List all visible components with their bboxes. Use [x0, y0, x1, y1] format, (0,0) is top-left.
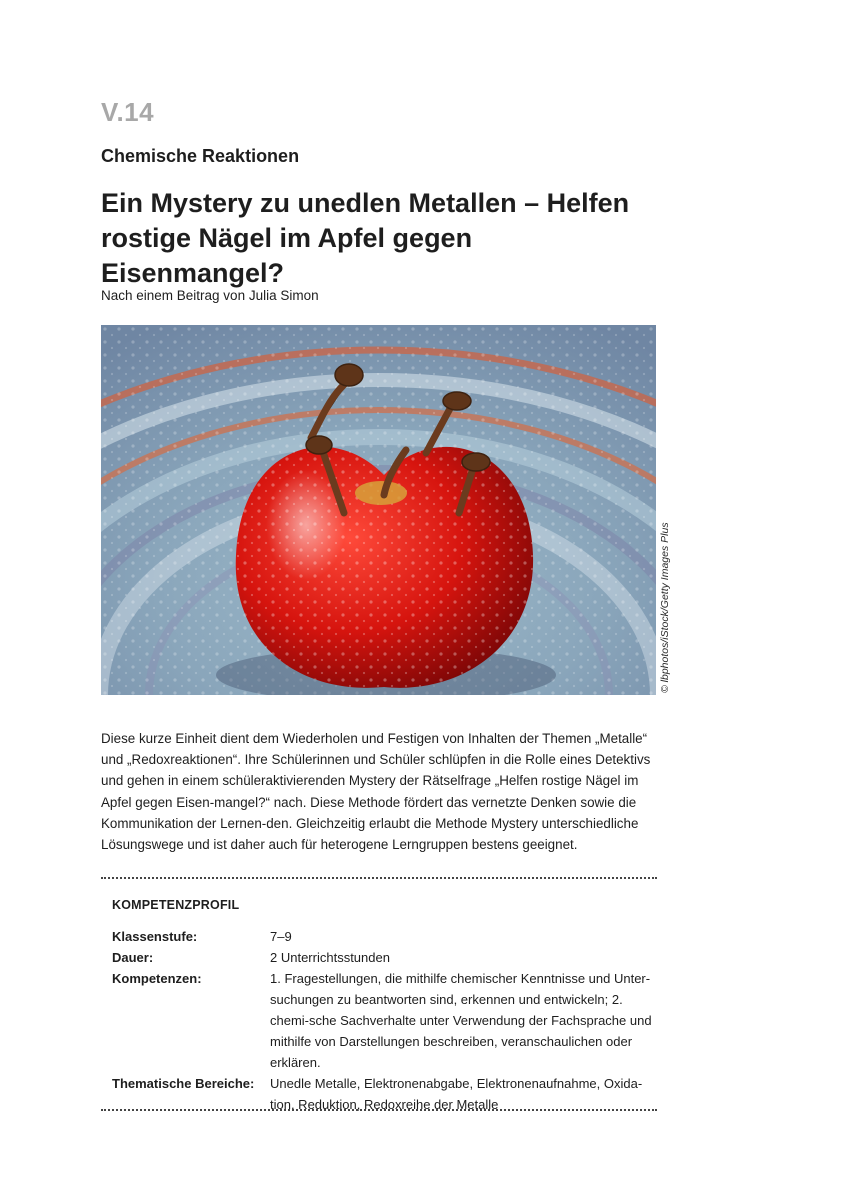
profile-bottom-divider [101, 1109, 657, 1111]
profile-key: Klassenstufe: [112, 929, 198, 944]
author-line: Nach einem Beitrag von Julia Simon [101, 288, 319, 303]
profile-row-competences [112, 968, 652, 1073]
intro-paragraph: Diese kurze Einheit dient dem Wiederholen und Festigen von Inhalten der Themen „Metalle“ und „Redoxreaktionen“. Ihre Schülerinnen und Schüler schlüpfen in die Rolle eines Detektivs und gehen in einem schüleraktivierenden Mystery der Rätselfrage „Helfen rostige Nägel im Apfel gegen Eisen-mangel?“ nach. Diese Methode fördert das vernetzte Denken sowie die Kommunikation der Lernen-den. Gleichzeitig erlaubt die Methode Mystery unterschiedliche Lösungswege und ist daher auch für heterogene Lerngruppen bestens geeignet. [101, 731, 651, 853]
page-title: Ein Mystery zu unedlen Metallen – Helfen rostige Nägel im Apfel gegen Eisenmangel? [101, 188, 630, 288]
profile-value: Unedle Metalle, Elektronenabgabe, Elektronenaufnahme, Oxida-tion, Reduktion, Redoxreihe der Metalle [270, 1076, 643, 1112]
profile-value: 2 Unterrichtsstunden [270, 950, 390, 965]
image-credit: © lbphotos/iStock/Getty Images Plus [659, 522, 671, 693]
profile-value: 1. Fragestellungen, die mithilfe chemischer Kenntnisse und Unter-suchungen zu beantworten sind, erkennen und entwickeln; 2. chemi-sche Sachverhalte unter Verwendung der Fachsprache und mithilfe von Darstellungen beschreiben, veranschaulichen oder erklären. [270, 971, 652, 1070]
profile-row-grade [112, 926, 652, 947]
profile-key: Kompetenzen: [112, 971, 202, 986]
profile-heading: KOMPETENZPROFIL [112, 898, 240, 912]
profile-key: Dauer: [112, 950, 154, 965]
profile-top-divider [101, 877, 657, 879]
profile-key: Thematische Bereiche: [112, 1076, 255, 1091]
profile-row-duration [112, 947, 652, 968]
apple-with-nails-photo [101, 325, 656, 695]
chapter-number: V.14 [101, 97, 155, 127]
profile-value: 7–9 [270, 929, 292, 944]
topic-heading: Chemische Reaktionen [101, 146, 300, 166]
competence-profile [112, 898, 652, 1115]
